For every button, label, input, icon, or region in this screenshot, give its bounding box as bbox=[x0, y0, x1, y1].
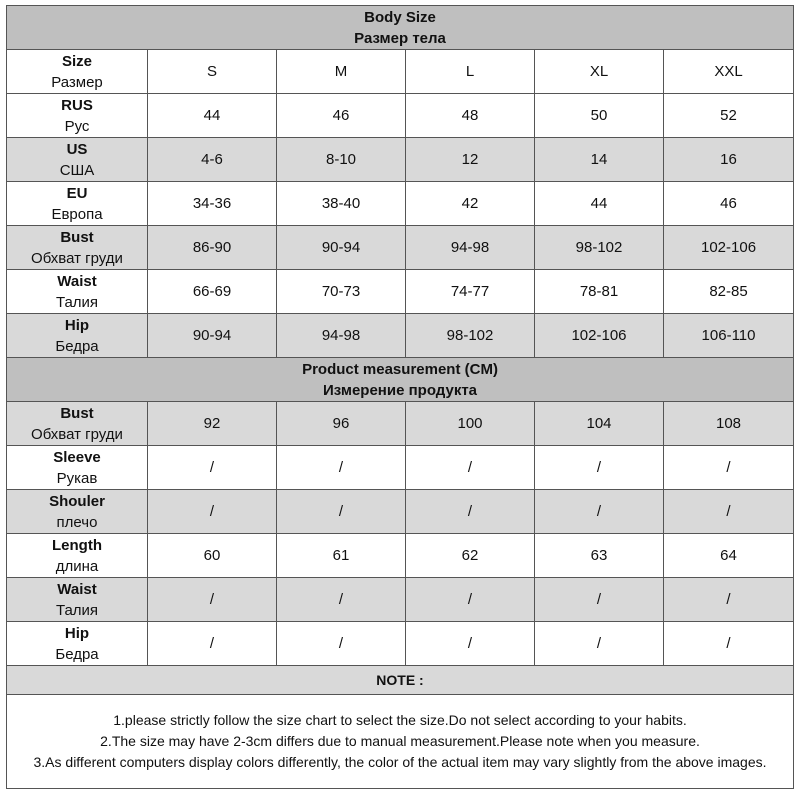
body-row-waist bbox=[7, 270, 794, 314]
row-label bbox=[7, 490, 148, 534]
note-header bbox=[7, 666, 794, 695]
product-row-sleeve bbox=[7, 446, 794, 490]
cell: 14 bbox=[535, 138, 664, 182]
cell: 106-110 bbox=[664, 314, 794, 358]
size-label-cell bbox=[7, 50, 148, 94]
cell: / bbox=[535, 622, 664, 666]
cell: 50 bbox=[535, 94, 664, 138]
row-label bbox=[7, 94, 148, 138]
row-label-ru: Рукав bbox=[56, 469, 98, 487]
row-label bbox=[7, 402, 148, 446]
cell: 46 bbox=[277, 94, 406, 138]
row-label-ru: длина bbox=[55, 557, 99, 575]
row-label bbox=[7, 226, 148, 270]
cell: 52 bbox=[664, 94, 794, 138]
note-line-2: 2.The size may have 2-3cm differs due to manual measurement.Please note when you measure. bbox=[100, 733, 700, 749]
cell: / bbox=[406, 622, 535, 666]
cell: 4-6 bbox=[148, 138, 277, 182]
body-row-eu bbox=[7, 182, 794, 226]
row-label bbox=[7, 446, 148, 490]
cell: / bbox=[406, 578, 535, 622]
note-line-1: 1.please strictly follow the size chart to select the size.Do not select according to your habits. bbox=[113, 712, 687, 728]
cell: / bbox=[277, 446, 406, 490]
cell: 46 bbox=[664, 182, 794, 226]
row-label-en: Waist bbox=[57, 580, 97, 598]
note-line-3: 3.As different computers display colors differently, the color of the actual item may vary slightly from the above images. bbox=[33, 754, 767, 770]
row-label-ru: Европа bbox=[51, 205, 103, 223]
cell: 64 bbox=[664, 534, 794, 578]
cell: 108 bbox=[664, 402, 794, 446]
body-size-title: Body Size bbox=[364, 8, 436, 26]
body-size-title-ru: Размер тела bbox=[354, 29, 446, 47]
size-l: L bbox=[406, 50, 535, 94]
cell: / bbox=[148, 578, 277, 622]
cell: 62 bbox=[406, 534, 535, 578]
product-row-waist bbox=[7, 578, 794, 622]
cell: 90-94 bbox=[277, 226, 406, 270]
product-row-bust bbox=[7, 402, 794, 446]
size-table bbox=[6, 5, 794, 789]
cell: / bbox=[277, 578, 406, 622]
cell: 92 bbox=[148, 402, 277, 446]
cell: 61 bbox=[277, 534, 406, 578]
size-row bbox=[7, 50, 794, 94]
cell: / bbox=[664, 490, 794, 534]
cell: 94-98 bbox=[277, 314, 406, 358]
cell: 104 bbox=[535, 402, 664, 446]
cell: 98-102 bbox=[535, 226, 664, 270]
row-label-ru: Обхват груди bbox=[31, 249, 123, 267]
row-label-en: Sleeve bbox=[53, 448, 101, 466]
size-xxl: XXL bbox=[664, 50, 794, 94]
cell: 90-94 bbox=[148, 314, 277, 358]
cell: / bbox=[148, 446, 277, 490]
cell: 44 bbox=[535, 182, 664, 226]
row-label-ru: Рус bbox=[64, 117, 90, 135]
cell: / bbox=[406, 446, 535, 490]
cell: 74-77 bbox=[406, 270, 535, 314]
row-label bbox=[7, 314, 148, 358]
row-label bbox=[7, 578, 148, 622]
row-label bbox=[7, 182, 148, 226]
cell: 48 bbox=[406, 94, 535, 138]
product-row-length bbox=[7, 534, 794, 578]
cell: 94-98 bbox=[406, 226, 535, 270]
row-label-en: RUS bbox=[61, 96, 93, 114]
size-label: Size bbox=[61, 52, 92, 70]
cell: 102-106 bbox=[664, 226, 794, 270]
row-label-ru: плечо bbox=[56, 513, 98, 531]
cell: 96 bbox=[277, 402, 406, 446]
body-row-hip bbox=[7, 314, 794, 358]
row-label-en: Bust bbox=[60, 228, 94, 246]
size-m: M bbox=[277, 50, 406, 94]
size-xl: XL bbox=[535, 50, 664, 94]
product-row-shoulder bbox=[7, 490, 794, 534]
size-chart bbox=[6, 5, 793, 789]
cell: / bbox=[406, 490, 535, 534]
cell: 38-40 bbox=[277, 182, 406, 226]
cell: 42 bbox=[406, 182, 535, 226]
cell: / bbox=[277, 490, 406, 534]
row-label-ru: Талия bbox=[55, 601, 99, 619]
cell: / bbox=[664, 446, 794, 490]
cell: / bbox=[664, 622, 794, 666]
product-measurement-title: Product measurement (CM) bbox=[302, 360, 498, 378]
row-label-en: Length bbox=[52, 536, 102, 554]
product-measurement-header bbox=[7, 358, 794, 402]
cell: 63 bbox=[535, 534, 664, 578]
body-size-header bbox=[7, 6, 794, 50]
cell: 66-69 bbox=[148, 270, 277, 314]
note-title: NOTE : bbox=[7, 666, 794, 695]
cell: 16 bbox=[664, 138, 794, 182]
row-label-ru: США bbox=[59, 161, 95, 179]
row-label bbox=[7, 622, 148, 666]
product-row-hip bbox=[7, 622, 794, 666]
body-row-rus bbox=[7, 94, 794, 138]
row-label-en: Waist bbox=[57, 272, 97, 290]
row-label bbox=[7, 138, 148, 182]
note-body bbox=[7, 695, 794, 789]
cell: 100 bbox=[406, 402, 535, 446]
row-label-ru: Бедра bbox=[55, 337, 99, 355]
cell: / bbox=[535, 490, 664, 534]
cell: 34-36 bbox=[148, 182, 277, 226]
row-label-ru: Обхват груди bbox=[31, 425, 123, 443]
row-label bbox=[7, 534, 148, 578]
cell: / bbox=[535, 578, 664, 622]
row-label-ru: Бедра bbox=[55, 645, 99, 663]
row-label-en: EU bbox=[66, 184, 88, 202]
cell: / bbox=[664, 578, 794, 622]
cell: 86-90 bbox=[148, 226, 277, 270]
cell: 12 bbox=[406, 138, 535, 182]
row-label-en: Bust bbox=[60, 404, 94, 422]
cell: / bbox=[535, 446, 664, 490]
cell: 70-73 bbox=[277, 270, 406, 314]
cell: 60 bbox=[148, 534, 277, 578]
row-label-en: Hip bbox=[64, 316, 90, 334]
product-measurement-title-ru: Измерение продукта bbox=[323, 381, 478, 399]
cell: 102-106 bbox=[535, 314, 664, 358]
size-s: S bbox=[148, 50, 277, 94]
cell: / bbox=[148, 622, 277, 666]
row-label-en: US bbox=[66, 140, 88, 158]
row-label-en: Hip bbox=[64, 624, 90, 642]
body-row-bust bbox=[7, 226, 794, 270]
cell: 98-102 bbox=[406, 314, 535, 358]
cell: 82-85 bbox=[664, 270, 794, 314]
cell: / bbox=[148, 490, 277, 534]
size-label-ru: Размер bbox=[51, 73, 103, 91]
row-label-en: Shouler bbox=[49, 492, 105, 510]
cell: 44 bbox=[148, 94, 277, 138]
cell: / bbox=[277, 622, 406, 666]
cell: 78-81 bbox=[535, 270, 664, 314]
row-label-ru: Талия bbox=[55, 293, 99, 311]
row-label bbox=[7, 270, 148, 314]
body-row-us bbox=[7, 138, 794, 182]
cell: 8-10 bbox=[277, 138, 406, 182]
